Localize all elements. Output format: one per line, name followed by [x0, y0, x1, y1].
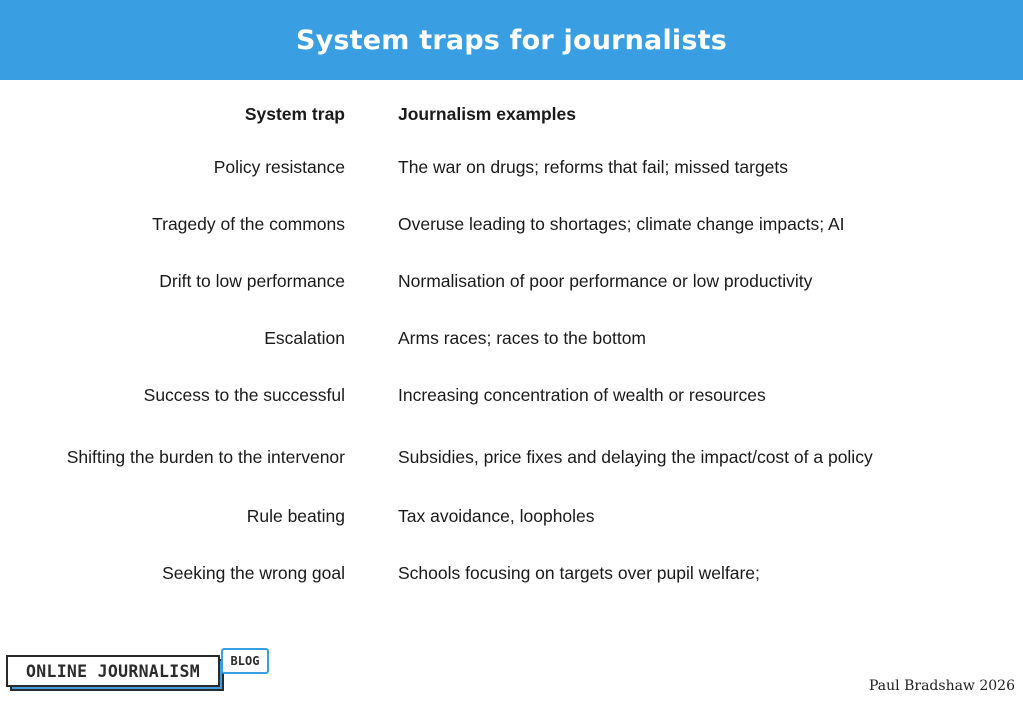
page-title: System traps for journalists: [295, 24, 728, 56]
table-row-example: Overuse leading to shortages; climate change impacts; AI: [398, 214, 845, 234]
table-row-example: Tax avoidance, loopholes: [398, 506, 595, 526]
table-row-trap: Escalation: [264, 328, 345, 348]
table-row-trap: Tragedy of the commons: [152, 214, 345, 234]
table-row-trap: Shifting the burden to the intervenor: [66, 447, 345, 467]
table-row-example: Schools focusing on targets over pupil welfare;: [398, 563, 760, 583]
table-row-trap: Success to the successful: [143, 385, 345, 405]
online-journalism-blog-logo: [6, 648, 281, 698]
table-row-example: The war on drugs; reforms that fail; missed targets: [398, 157, 789, 177]
logo-box: [6, 655, 220, 687]
table-row-example: Subsidies, price fixes and delaying the impact/cost of a policy: [398, 447, 873, 467]
table-row-trap: Policy resistance: [213, 157, 345, 177]
blog-speech-bubble: [221, 648, 269, 674]
table-row-example: Increasing concentration of wealth or resources: [398, 385, 766, 405]
table-row-example: Arms races; races to the bottom: [398, 328, 647, 348]
table-row-example: Normalisation of poor performance or low productivity: [398, 271, 813, 291]
column-header-journalism-examples: Journalism examples: [398, 104, 576, 124]
column-header-system-trap: System trap: [244, 104, 345, 124]
logo-text: ONLINE JOURNALISM: [26, 661, 200, 681]
table-row-trap: Drift to low performance: [159, 271, 345, 291]
blog-badge-text: BLOG: [230, 654, 260, 668]
table-row-trap: Seeking the wrong goal: [162, 563, 345, 583]
author-credit: Paul Bradshaw 2026: [869, 678, 1015, 694]
table-row-trap: Rule beating: [246, 506, 345, 526]
